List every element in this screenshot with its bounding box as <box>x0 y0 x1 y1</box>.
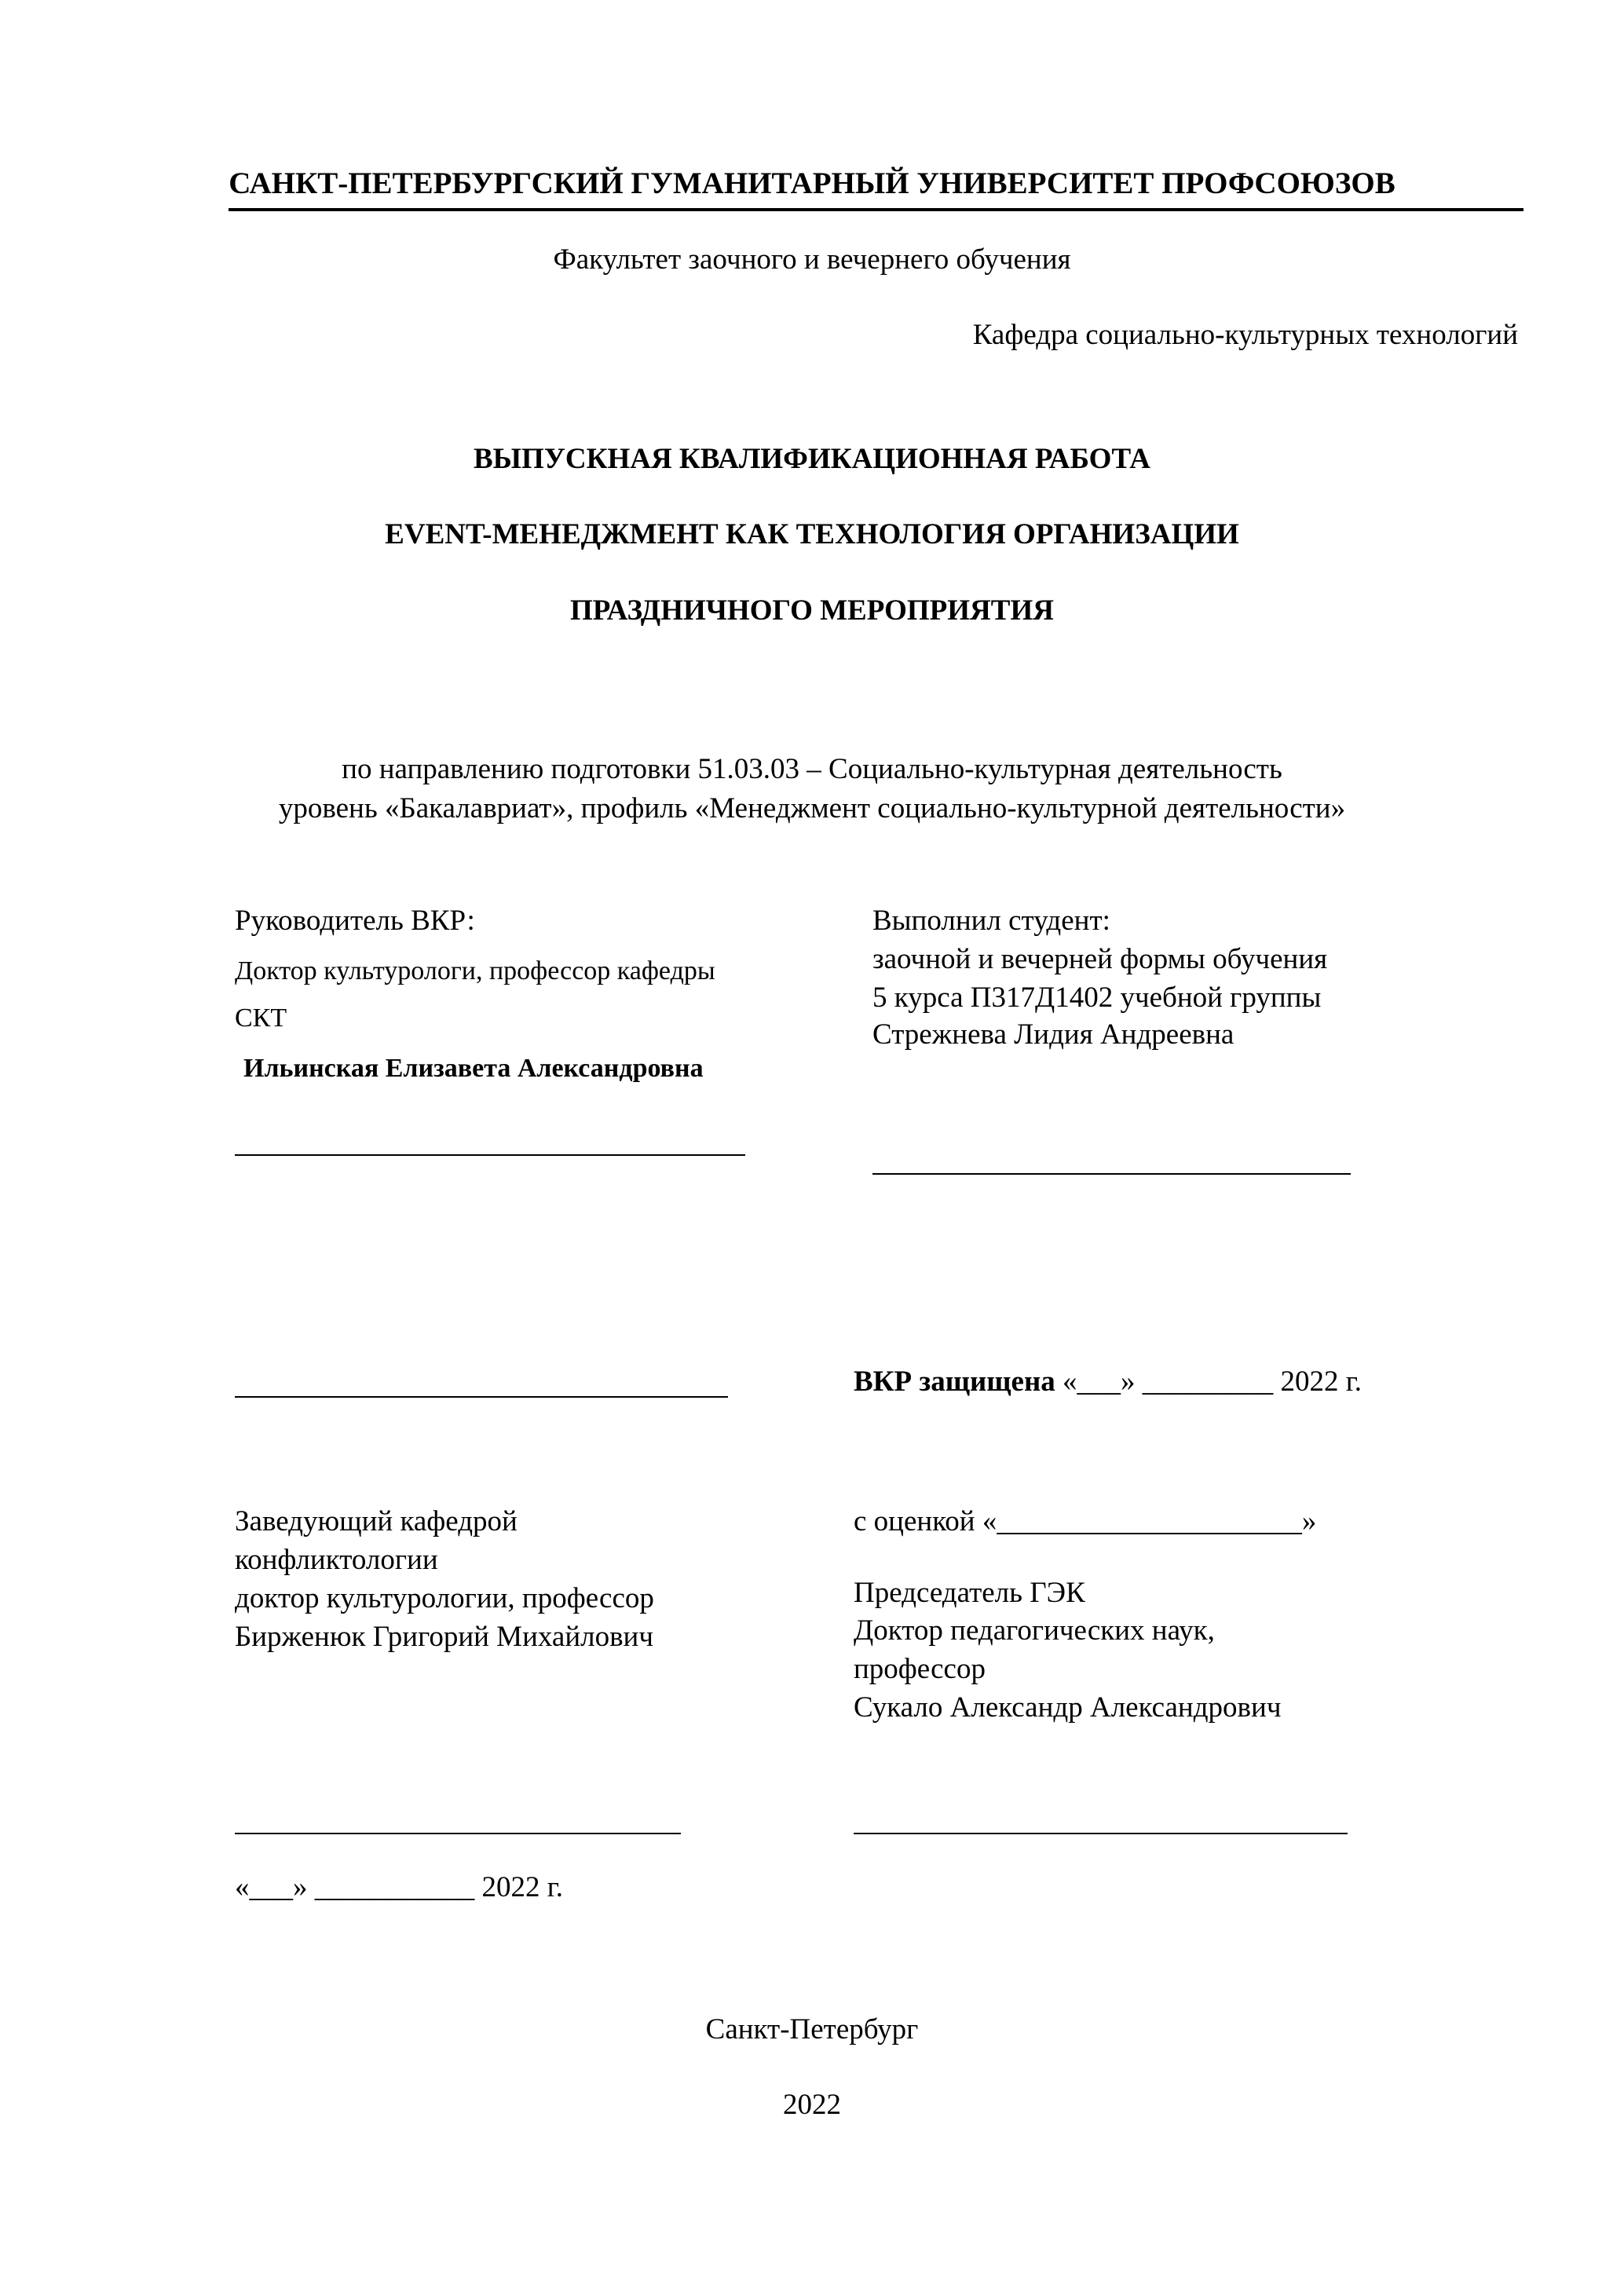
department-name: Кафедра социально-культурных технологий <box>972 319 1518 351</box>
head-dept: конфликтологии <box>235 1544 438 1576</box>
signature-line <box>235 1396 728 1398</box>
chairman-position: профессор <box>854 1653 986 1685</box>
student-signature-line <box>872 1173 1351 1175</box>
work-title-line2: ПРАЗДНИЧНОГО МЕРОПРИЯТИЯ <box>570 594 1054 627</box>
supervisor-name: Ильинская Елизавета Александровна <box>243 1054 704 1083</box>
university-name: САНКТ-ПЕТЕРБУРГСКИЙ ГУМАНИТАРНЫЙ УНИВЕРСИТЕТ ПРОФСОЮЗОВ <box>229 166 1395 200</box>
chairman-degree: Доктор педагогических наук, <box>854 1614 1215 1647</box>
chairman-name: Сукало Александр Александрович <box>854 1691 1282 1724</box>
defense-label: ВКР защищена <box>854 1366 1055 1398</box>
year: 2022 <box>783 2089 841 2121</box>
faculty-name: Факультет заочного и вечернего обучения <box>553 243 1071 276</box>
city: Санкт-Петербург <box>705 2013 919 2046</box>
chairman-signature-line <box>854 1833 1348 1834</box>
defense-date: «___» _________ 2022 г. <box>1063 1366 1362 1398</box>
head-label: Заведующий кафедрой <box>235 1505 518 1537</box>
header-rule <box>229 208 1523 211</box>
head-date: «___» ___________ 2022 г. <box>235 1871 564 1903</box>
student-name: Стрежнева Лидия Андреевна <box>872 1018 1234 1051</box>
defense-status <box>854 1365 1362 1399</box>
head-position: доктор культурологии, профессор <box>235 1582 654 1614</box>
supervisor-position: Доктор культурологи, профессор кафедры <box>235 956 715 985</box>
supervisor-signature-line <box>235 1154 745 1156</box>
direction-line2: уровень «Бакалавриат», профиль «Менеджмент социально-культурной деятельности» <box>278 792 1346 824</box>
defense-grade: с оценкой «_____________________» <box>854 1505 1317 1537</box>
supervisor-dept: СКТ <box>235 1004 287 1033</box>
direction-line1: по направлению подготовки 51.03.03 – Социально-культурная деятельность <box>342 753 1282 785</box>
student-form: заочной и вечерней формы обучения <box>872 943 1328 975</box>
student-label: Выполнил студент: <box>872 905 1110 937</box>
supervisor-label: Руководитель ВКР: <box>235 905 475 937</box>
chairman-label: Председатель ГЭК <box>854 1577 1085 1609</box>
head-name: Бирженюк Григорий Михайлович <box>235 1621 653 1653</box>
head-signature-line <box>235 1833 681 1834</box>
work-title-line1: EVENT-МЕНЕДЖМЕНТ КАК ТЕХНОЛОГИЯ ОРГАНИЗАЦИИ <box>385 518 1239 550</box>
work-type: ВЫПУСКНАЯ КВАЛИФИКАЦИОННАЯ РАБОТА <box>473 443 1151 475</box>
student-group: 5 курса П317Д1402 учебной группы <box>872 982 1322 1014</box>
